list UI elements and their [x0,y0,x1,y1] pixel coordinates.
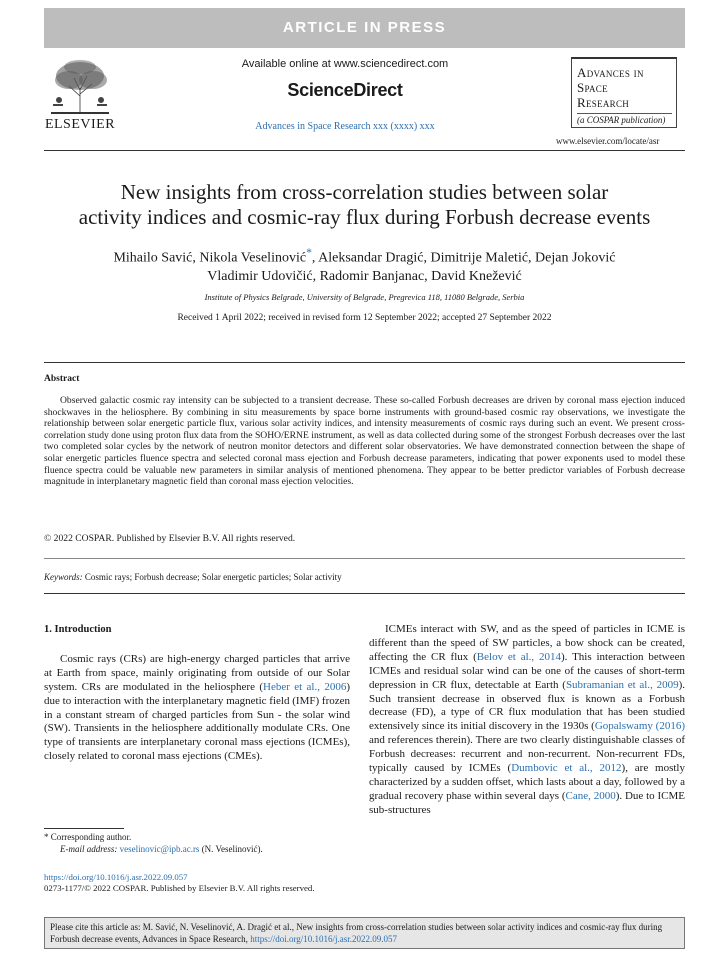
reference-link-cane-2000[interactable]: Cane, 2000 [565,789,616,802]
reference-link-heber-2006[interactable]: Heber et al., 2006 [263,680,347,693]
received-dates: Received 1 April 2022; received in revised form 12 September 2022; accepted 27 September 2022 [177,313,552,323]
intro-paragraph-2 [369,623,685,818]
keywords-list: Cosmic rays; Forbush decrease; Solar energetic particles; Solar activity [84,572,342,582]
title-line-1: New insights from cross-correlation studies between solar [120,180,609,204]
affiliation: Institute of Physics Belgrade, University of Belgrade, Pregrevica 118, 11080 Belgrade, Serbia [204,292,525,302]
authors-part-a: Mihailo Savić, Nikola Veselinović [113,250,307,266]
body-column-left [44,623,350,764]
article-in-press-banner: ARTICLE IN PRESS [44,8,685,48]
title-line-2: activity indices and cosmic-ray flux during Forbush decrease events [78,205,651,229]
journal-subtitle: (a COSPAR publication) [577,113,672,125]
elsevier-tree-icon [47,58,113,116]
abstract-heading: Abstract [44,374,80,384]
available-online-text: Available online at www.sciencedirect.com [241,58,449,70]
footnote-rule [44,828,124,829]
author-email-link[interactable]: veselinovic@ipb.ac.rs [119,843,200,854]
reference-link-subramanian-2009[interactable]: Subramanian et al., 2009 [565,678,679,691]
journal-header [200,58,490,132]
keywords-bottom-rule [44,593,685,594]
reference-link-dumbovic-2012[interactable]: Dumbovic et al., 2012 [511,762,622,775]
intro-text-2e: ), are mostly characterized by a sudden offset, which lasts about a day, followed by a gradual recovery phase within several days ( [369,762,685,802]
author-list [44,244,685,286]
authors-line-1 [44,244,685,268]
elsevier-logo[interactable] [44,58,116,136]
email-owner: (N. Veselinović). [201,843,263,854]
journal-logo-box[interactable] [571,57,677,128]
citation-text: Please cite this article as: M. Savić, N. Veselinović, A. Dragić et al., New insights from cross-correlation studies between solar activity indices and cosmic-ray flux during Forbush decrease events, Advances in Space Research, [50,922,663,944]
keywords-label: Keywords: [44,572,83,582]
citation-doi-link[interactable]: https://doi.org/10.1016/j.asr.2022.09.057 [250,934,398,944]
sciencedirect-brand[interactable]: ScienceDirect [287,80,403,100]
authors-part-b: , Aleksandar Dragić, Dimitrije Maletić, Dejan Joković [311,250,616,266]
section-heading-introduction: 1. Introduction [44,624,112,635]
intro-text-1b: ) due to interaction with the interplanetary magnetic field (IMF) frozen in a constant stream of charged particles from Sun - the solar wind (SW). Transients in the heliosphere additionally modulate CRs. One type of transients are interplanetary coronal mass ejections (ICMEs), closely related to coronal mass ejections (CMEs). [44,680,350,763]
publisher-name: ELSEVIER [44,117,116,132]
corresponding-author-marker[interactable]: * [306,246,312,259]
citation-box [44,917,685,949]
body-column-right [369,623,685,818]
footnote-line-2 [44,844,263,856]
footnote-line-1 [44,832,263,844]
issn-copyright: 0273-1177/© 2022 COSPAR. Published by Elsevier B.V. All rights reserved. [44,883,315,893]
abstract-bottom-rule [44,558,685,559]
article-title [44,180,685,230]
abstract-copyright: © 2022 COSPAR. Published by Elsevier B.V. All rights reserved. [44,533,296,544]
intro-text-2c: ). Such transient decrease in observed flux is known as a Forbush decrease (FD), a type of CR flux modulation that has been studied extensively since its initial discovery in the 1930s ( [369,678,685,733]
keywords [44,572,342,582]
journal-name-line2: Space [577,80,608,95]
corresponding-author-footnote [44,832,263,855]
journal-reference-link[interactable]: Advances in Space Research xxx (xxxx) xxx [255,121,435,132]
footnote-label: Corresponding author. [50,832,132,842]
footnote-star: * [44,832,49,842]
intro-text-1a: Cosmic rays (CRs) are high-energy charged particles that arrive at Earth from space, mainly originating from outside of our Solar system. CRs are modulated in the heliosphere ( [44,652,350,693]
abstract-top-rule [44,362,685,363]
intro-paragraph-1 [44,653,350,764]
intro-text-2a: ICMEs interact with SW, and as the speed of particles in ICME is different than the speed of SW particles, a bow shock can be created, affecting the CR flux ( [369,623,685,663]
doi-link[interactable]: https://doi.org/10.1016/j.asr.2022.09.057 [44,872,188,882]
journal-homepage-url[interactable]: www.elsevier.com/locate/asr [556,136,660,146]
journal-name-line3: Research [577,95,630,110]
header-divider [44,150,685,151]
journal-name-line1: Advances in [577,65,644,80]
abstract-text: Observed galactic cosmic ray intensity can be subjected to a transient decrease. These so-called Forbush decreases are driven by coronal mass ejection induced shockwaves in the heliosphere. By combining in situ measurements by space borne instruments with ground-based cosmic ray observations, we investigate the relationship between solar energetic particle flux, various solar activity indices, and intensity measurements of cosmic rays during such an event. We present cross-correlation study done using proton flux data from the SOHO/ERNE instrument, as well as data collected during some of the strongest Forbush decreases over the last two completed solar cycles by the network of neutron monitor detectors and different solar observatories. We have demonstrated connection between the shape of solar energetic particles fluence spectra and selected coronal mass ejection and Forbush decrease parameters, indicating that power exponents used to model these fluence spectra could be valuable new parameters in similar analysis of mentioned phenomena. They appear to be better predictor variables of Forbush decrease magnitude in interplanetary magnetic field than coronal mass ejection velocities. [44,395,685,488]
doi-block [44,872,315,894]
authors-line-2: Vladimir Udovičić, Radomir Banjanac, David Knežević [207,268,522,284]
reference-link-belov-2014[interactable]: Belov et al., 2014 [476,650,561,663]
intro-text-2b: ). This interaction between ICMEs and residual solar wind can be one of the causes of short-term depression in CR flux, detectable at Earth ( [369,650,686,691]
intro-text-2f: ). Due to ICME sub-structures [369,789,686,816]
email-label: E-mail address: [60,843,118,854]
reference-link-gopalswamy-2016[interactable]: Gopalswamy (2016) [594,720,685,733]
intro-text-2d: and references therein). There are two clearly distinguishable classes of Forbush decreases: recurrent and non-recurrent. Non-recurrent FDs, typically caused by ICMEs ( [369,734,685,775]
